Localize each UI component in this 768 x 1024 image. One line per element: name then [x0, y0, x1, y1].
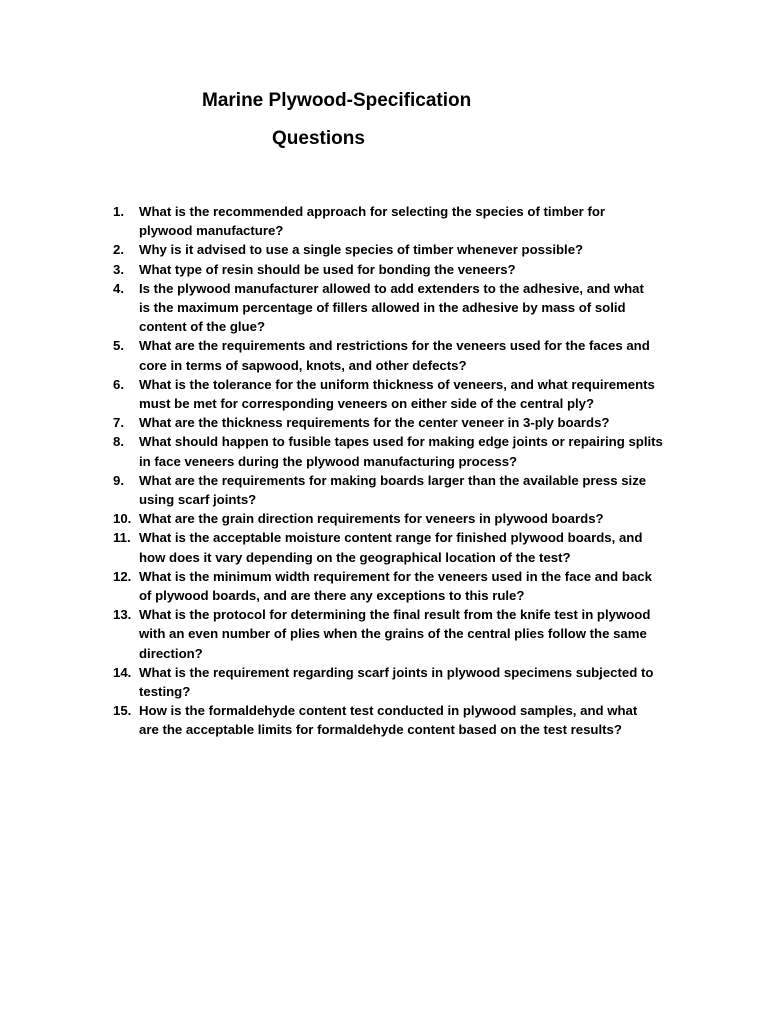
question-number: 13.: [113, 607, 132, 623]
question-text: Is the plywood manufacturer allowed to add extenders to the adhesive, and what is the maximum percentage of fillers allowed in the adhesive by mass of solid content of the glue?: [139, 280, 644, 335]
question-item-10: [110, 509, 690, 528]
question-number: 7.: [113, 415, 124, 431]
question-number: 10.: [113, 511, 132, 527]
question-text: What are the thickness requirements for the center veneer in 3-ply boards?: [139, 415, 610, 431]
question-item-2: [110, 240, 690, 259]
question-text: What is the acceptable moisture content range for finished plywood boards, and how does it vary depending on the geographical location of the test?: [139, 530, 643, 565]
question-text: What is the requirement regarding scarf joints in plywood specimens subjected to testing?: [139, 664, 654, 700]
question-list: [110, 202, 690, 740]
question-text: What type of resin should be used for bonding the veneers?: [139, 261, 516, 277]
question-text: How is the formaldehyde content test conducted in plywood samples, and what are the acceptable limits for formaldehyde content based on the test results?: [139, 703, 638, 738]
question-number: 5.: [113, 338, 124, 354]
question-text: What should happen to fusible tapes used for making edge joints or repairing splits in face veneers during the plywood manufacturing process?: [139, 434, 663, 469]
question-number: 12.: [113, 568, 132, 584]
question-number: 1.: [113, 204, 124, 219]
question-number: 2.: [113, 242, 124, 258]
question-item-12: [110, 567, 690, 605]
question-text: What is the protocol for determining the final result from the knife test in plywood with an even number of plies when the grains of the central plies follow the same direction?: [139, 607, 651, 661]
question-text: What are the requirements and restrictions for the veneers used for the faces and core in terms of sapwood, knots, and other defects?: [139, 338, 650, 373]
question-item-14: [110, 663, 690, 701]
question-number: 14.: [113, 664, 132, 680]
question-item-8: [110, 432, 690, 470]
question-number: 4.: [113, 280, 124, 296]
question-item-7: [110, 413, 690, 432]
question-text: What is the minimum width requirement for the veneers used in the face and back of plywood boards, and are there any exceptions to this rule?: [139, 568, 652, 604]
question-item-3: [110, 260, 690, 279]
question-text: What is the recommended approach for selecting the species of timber for plywood manufacture?: [139, 204, 606, 239]
question-item-9: [110, 471, 690, 509]
question-text: What are the grain direction requirements for veneers in plywood boards?: [139, 511, 604, 527]
question-item-15: [110, 701, 690, 739]
page-title: Marine Plywood-Specification: [202, 90, 472, 111]
question-number: 8.: [113, 434, 124, 450]
question-number: 15.: [113, 703, 132, 719]
question-item-4: [110, 279, 690, 337]
question-text: What is the tolerance for the uniform thickness of veneers, and what requirements must be met for corresponding veneers on either side of the central ply?: [139, 376, 655, 412]
question-item-1: [110, 202, 690, 240]
question-text: What are the requirements for making boards larger than the available press size using scarf joints?: [139, 472, 647, 508]
question-item-5: [110, 336, 690, 374]
question-number: 11.: [113, 530, 131, 546]
question-text: Why is it advised to use a single species of timber whenever possible?: [139, 242, 584, 258]
question-number: 6.: [113, 376, 124, 392]
page-subtitle: Questions: [272, 128, 365, 149]
question-number: 3.: [113, 261, 124, 277]
question-item-13: [110, 605, 690, 663]
question-item-6: [110, 375, 690, 413]
question-number: 9.: [113, 472, 124, 488]
question-item-11: [110, 528, 690, 566]
